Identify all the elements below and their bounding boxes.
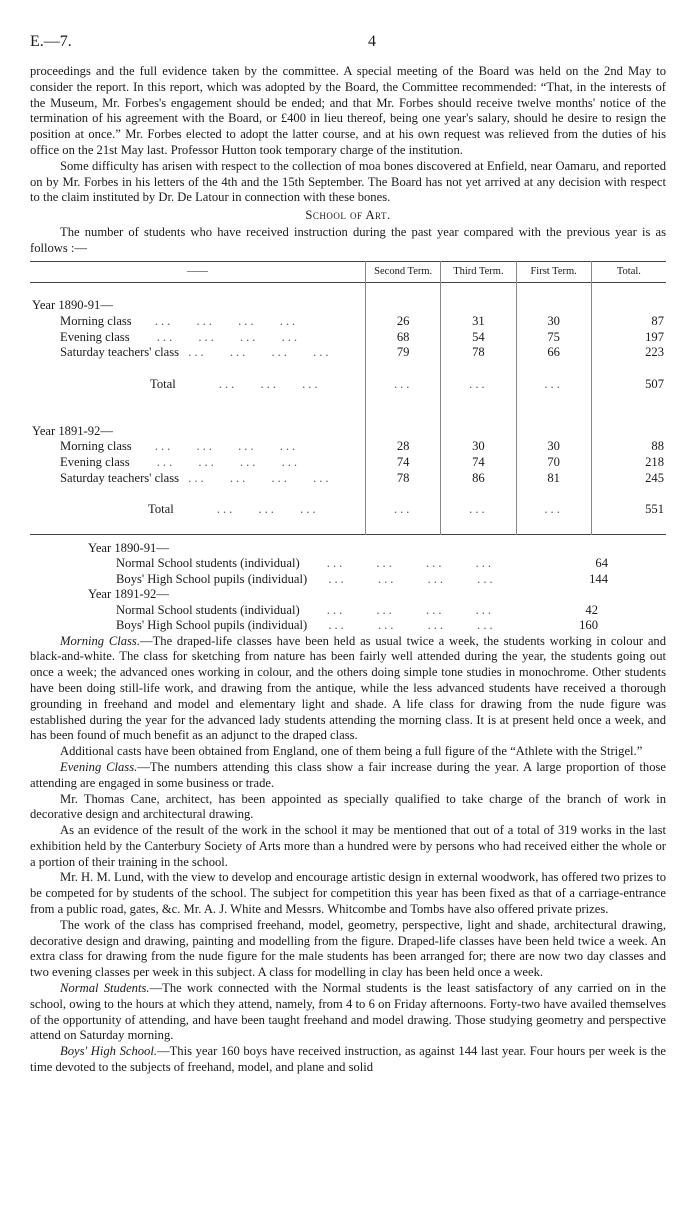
cell-value: 66 (516, 345, 591, 361)
cell-value: 223 (591, 345, 666, 361)
table-total-row: Total ... ... ... ... ... ... 551 (148, 502, 664, 517)
list-item: Boys' High School pupils (individual) ... ... ... ... 160 (116, 618, 598, 633)
row-label: Saturday teachers' class (60, 345, 180, 360)
table-row (30, 424, 666, 440)
cell-value: 26 (366, 314, 441, 330)
run-in-heading: Normal Students. (60, 981, 150, 996)
cell-value: 74 (366, 455, 441, 471)
list-value: 42 (585, 602, 598, 617)
paragraph-casts: Additional casts have been obtained from England, one of them being a full figure of the “Athlete with the Strigel.” (60, 744, 643, 759)
row-label: Morning class (60, 313, 132, 328)
cell-value: 78 (441, 345, 516, 361)
cell-value: 30 (441, 439, 516, 455)
section-heading-school-of-art: School of Art. (305, 208, 391, 223)
list-item: Normal School students (individual) ... ... ... ... 42 (116, 602, 598, 617)
page-number: 4 (368, 33, 376, 50)
cell-value: 81 (516, 471, 591, 487)
table-total-row: Total ... ... ... ... ... ... 507 (150, 376, 664, 391)
paragraph-moa-bones: Some difficulty has arisen with respect to the collection of moa bones discovered at Enfield, near Oamaru, and reported on by Mr. Forbes in his letters of the 4th and the 15th September. The Board has not yet arrived at any decision with respect to the claim instituted by Dr. De Latour in connection with these bones. (30, 158, 666, 205)
paragraph-morning-class: Morning Class.—The draped-life classes have been held as usual twice a week, the students working in colour and black-and-white. The class for sketching from nature has been fairly well attended during the year, the students going out once a week; the advanced ones working in colour, and the others doing simple tone studies in monochrome. Other students have been doing still-life work, and drawing from the antique, while the less advanced students have received a thorough grounding in freehand and model and elementary light and shade. A life class for drawing from the nude figure was established during the year for the advanced lady students attending the morning class. It is at present held once a week, and has been found of much benefit as an adjunct to the draped class. (30, 633, 667, 743)
col-header-total: Total. (591, 261, 666, 282)
run-in-heading: Boys' High School. (60, 1044, 158, 1059)
cell-value: 31 (441, 314, 516, 330)
students-table (30, 261, 666, 535)
total-label: Total (148, 502, 174, 517)
list-item: Year 1891-92— (88, 587, 169, 602)
run-in-heading: Evening Class. (60, 759, 138, 774)
individual-students-list (88, 541, 608, 634)
page-body (30, 64, 666, 1076)
table-row (30, 298, 666, 314)
paragraph-class-work: The work of the class has comprised freehand, model, geometry, perspective, light and shade, architectural drawing, decorative design and drawing, painting and modelling from the figure. Draped-life classes have been held twice a week. An extra class for drawing from the nude figure for the male students has been arranged for; there are now two day classes and two evening classes per week in this subject. A class for modelling in clay has been held once a week. (30, 917, 666, 980)
col-header-second-term: Second Term. (366, 261, 441, 282)
cell-value: 86 (441, 471, 516, 487)
cell-value: 54 (441, 330, 516, 346)
paragraph-normal-students: Normal Students.—The work connected with the Normal students is the least satisfactory of any carried on in the school, owing to the hours at which they attend, namely, from 4 to 6 on Friday afternoons. Forty-two have availed themselves of the opportunity of attending, and have been taught freehand and model drawing. Those studying geometry and perspective attend on Saturday morning. (30, 981, 666, 1043)
row-label: Morning class (60, 439, 132, 454)
document-reference: E.—7. (30, 33, 72, 50)
cell-value: 70 (516, 455, 591, 471)
total-label: Total (150, 376, 176, 391)
paragraph-lund: Mr. H. M. Lund, with the view to develop and encourage artistic design in external woodwork, has offered two prizes to be competed for by students of the school. The subject for competition this year has been fixed as that of a carriage-entrance from a public road, gates, &c. Mr. A. J. White and Messrs. Whitcombe and Tombs have also offered private prizes. (30, 870, 666, 917)
list-value: 64 (595, 556, 608, 571)
list-item: Boys' High School pupils (individual) ... ... ... ... 144 (116, 571, 608, 586)
list-item: Year 1890-91— (88, 540, 169, 555)
row-label: Saturday teachers' class (60, 470, 180, 485)
cell-value: 30 (516, 314, 591, 330)
cell-value: 218 (591, 455, 666, 471)
list-value: 160 (579, 618, 598, 633)
page-header (30, 34, 670, 56)
list-item: Normal School students (individual) ... ... ... ... 64 (116, 556, 608, 571)
cell-value: 68 (366, 330, 441, 346)
table-row: Saturday teachers' class ... ... ... ... 78 86 81 245 (60, 470, 664, 485)
table-corner: —— (187, 265, 209, 277)
table-header-row (30, 261, 666, 282)
paragraph-evidence: As an evidence of the result of the work in the school it may be mentioned that out of a total of 319 works in the last exhibition held by the Canterbury Society of Arts more than a hundred were by persons who had received either the whole or a portion of their training in the school. (30, 823, 666, 869)
list-value: 144 (589, 571, 608, 586)
table-row: Evening class ... ... ... ... 74 74 70 218 (60, 455, 664, 470)
cell-value: 30 (516, 439, 591, 455)
cell-value: 79 (366, 345, 441, 361)
cell-value: 78 (366, 471, 441, 487)
col-header-first-term: First Term. (516, 261, 591, 282)
group-year-label: Year 1890-91— (32, 298, 113, 313)
cell-value: 75 (516, 330, 591, 346)
cell-value: 28 (366, 439, 441, 455)
cell-value: 88 (591, 439, 666, 455)
group-year-label: Year 1891-92— (32, 423, 113, 438)
cell-value: 87 (591, 314, 666, 330)
paragraph-cane: Mr. Thomas Cane, architect, has been appointed as specially qualified to take charge of the branch of work in decorative design and architectural drawing. (30, 791, 666, 822)
cell-value: 74 (441, 455, 516, 471)
col-header-third-term: Third Term. (441, 261, 516, 282)
row-label: Evening class (60, 455, 130, 470)
table-row: Morning class ... ... ... ... 28 30 30 88 (60, 439, 664, 454)
total-value: 551 (591, 502, 666, 518)
cell-value: 197 (591, 330, 666, 346)
paragraph-board-meeting: proceedings and the full evidence taken by the committee. A special meeting of the Board was held on the 2nd May to consider the report. In this report, which was adopted by the Board, the Committee recommended: “That, in the interests of the Museum, Mr. Forbes's engagement should be ended; and that Mr. Forbes should receive twelve months' notice of the termination of his agreement with the Board, or £400 in lieu thereof, being one year's salary, should he desire to resign the position at once.” Mr. Forbes elected to adopt the latter course, and at his own request was relieved from the duties of his office on the 21st May last. Professor Hutton took temporary charge of the institution. (30, 64, 666, 157)
cell-value: 245 (591, 471, 666, 487)
row-label: Evening class (60, 329, 130, 344)
paragraph-table-intro: The number of students who have received instruction during the past year compared with the previous year is as follows :— (30, 224, 666, 255)
table-row: Morning class ... ... ... ... 26 31 30 87 (60, 313, 664, 328)
table-row: Saturday teachers' class ... ... ... ... 79 78 66 223 (60, 345, 664, 360)
table-row: Evening class ... ... ... ... 68 54 75 197 (60, 329, 664, 344)
paragraph-boys-high-school: Boys' High School.—This year 160 boys have received instruction, as against 144 last year. Four hours per week is the time devoted to the subjects of freehand, model, and plane and solid (30, 1044, 666, 1075)
run-in-heading: Morning Class. (60, 633, 140, 648)
paragraph-evening-class: Evening Class.—The numbers attending this class show a fair increase during the year. A large proportion of those attending are engaged in some business or trade. (30, 759, 667, 790)
total-value: 507 (591, 377, 666, 393)
